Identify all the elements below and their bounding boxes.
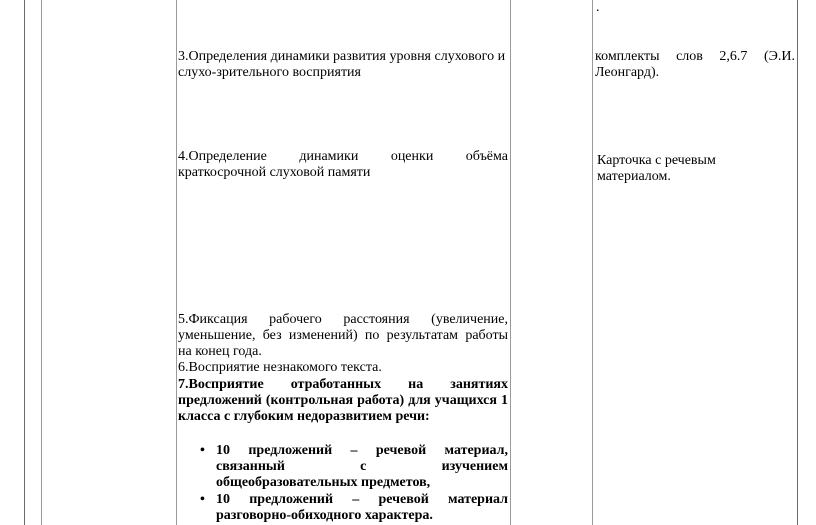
item-4-line-2: краткосрочной слуховой памяти — [178, 165, 371, 180]
item-7-line-2: предложений (контрольная работа) для учащихся 1 — [178, 393, 508, 408]
item-5-line-1: 5.Фиксация рабочего расстояния (увеличение, — [178, 312, 508, 327]
item-5-line-3: на конец года. — [178, 344, 262, 359]
bullet-1-line-3: общеобразовательных предметов, — [216, 475, 431, 490]
bullet-marker-1: • — [200, 443, 205, 458]
table-border-col2 — [176, 0, 177, 525]
item-7-line-3: класса с глубоким недоразвитием речи: — [178, 409, 430, 424]
item-3-line-1: 3.Определения динамики развития уровня слухового и — [178, 49, 506, 64]
bullet-2-line-1: 10 предложений – речевой материал — [216, 492, 508, 507]
table-border-col1 — [41, 0, 42, 525]
item-4-resource-line-1: Карточка с речевым — [597, 153, 716, 168]
bullet-marker-2: • — [200, 492, 205, 507]
table-border-left — [24, 0, 25, 525]
item-3-resource — [595, 49, 795, 81]
item-5-text — [178, 312, 508, 360]
bullet-1-line-2: связанный с изучением — [216, 459, 508, 474]
table-border-col4 — [592, 0, 593, 525]
bullet-2-line-2: разговорно-обиходного характера. — [216, 508, 433, 523]
item-4-line-1: 4.Определение динамики оценки объёма — [178, 149, 508, 164]
table-border-col5 — [797, 0, 798, 525]
table-border-col3 — [510, 0, 511, 525]
item-3-resource-line-1: комплекты слов 2,6.7 (Э.И. — [595, 49, 795, 64]
item-4-resource-line-2: материалом. — [597, 169, 671, 184]
item-7-line-1: 7.Восприятие отработанных на занятиях — [178, 377, 508, 392]
bullet-2-text — [216, 492, 508, 524]
item-7-text — [178, 377, 508, 425]
bullet-1-line-1: 10 предложений – речевой материал, — [216, 443, 508, 458]
item-6-text — [178, 360, 508, 376]
dot-mark: . — [596, 0, 600, 15]
item-3-line-2: слухо-зрительного восприятия — [178, 65, 361, 80]
item-6-line: 6.Восприятие незнакомого текста. — [178, 360, 382, 375]
item-4-text — [178, 149, 508, 181]
item-5-line-2: уменьшение, без изменений) по результатам работы — [178, 328, 508, 343]
bullet-1-text — [216, 443, 508, 491]
item-3-text — [178, 49, 508, 81]
item-3-resource-line-2: Леонгард). — [595, 65, 660, 80]
item-4-resource — [597, 153, 792, 185]
